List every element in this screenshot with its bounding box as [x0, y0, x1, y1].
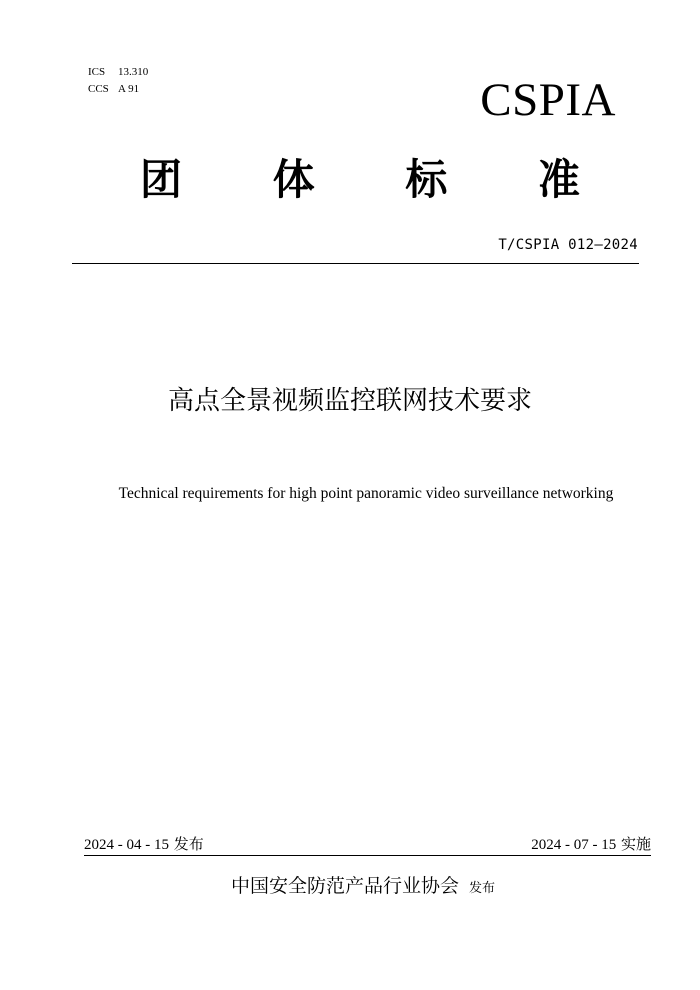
standard-number: T/CSPIA 012—2024	[498, 237, 638, 253]
publisher-label: 发布	[469, 881, 496, 896]
standard-type-char: 标	[405, 155, 448, 204]
classification-codes	[88, 64, 148, 98]
publisher-organization: 中国安全防范产品行业协会	[230, 875, 459, 897]
publisher-line	[0, 872, 700, 903]
implementation-date-value: 2024 - 07 - 15	[531, 837, 617, 853]
ccs-label: CCS	[88, 83, 109, 95]
header-divider	[72, 263, 639, 264]
standard-type-char: 体	[272, 155, 315, 204]
issue-date	[84, 834, 204, 855]
footer-divider	[84, 855, 651, 856]
ccs-value: A 91	[118, 83, 140, 95]
standard-type-heading	[140, 152, 580, 208]
issue-date-label: 发布	[173, 835, 204, 853]
ics-row	[88, 64, 148, 81]
standard-type-char: 准	[537, 155, 580, 204]
document-title-english: Technical requirements for high point panoramic video surveillance networking	[118, 485, 614, 502]
implementation-date	[531, 834, 651, 855]
implementation-date-label: 实施	[620, 835, 651, 853]
ccs-row	[88, 81, 148, 98]
organization-abbreviation: CSPIA	[480, 74, 616, 126]
standard-type-char: 团	[140, 155, 183, 204]
ics-value: 13.310	[118, 66, 149, 78]
issue-date-value: 2024 - 04 - 15	[84, 837, 169, 853]
document-title-chinese: 高点全景视频监控联网技术要求	[167, 386, 532, 416]
ics-label: ICS	[88, 66, 106, 78]
